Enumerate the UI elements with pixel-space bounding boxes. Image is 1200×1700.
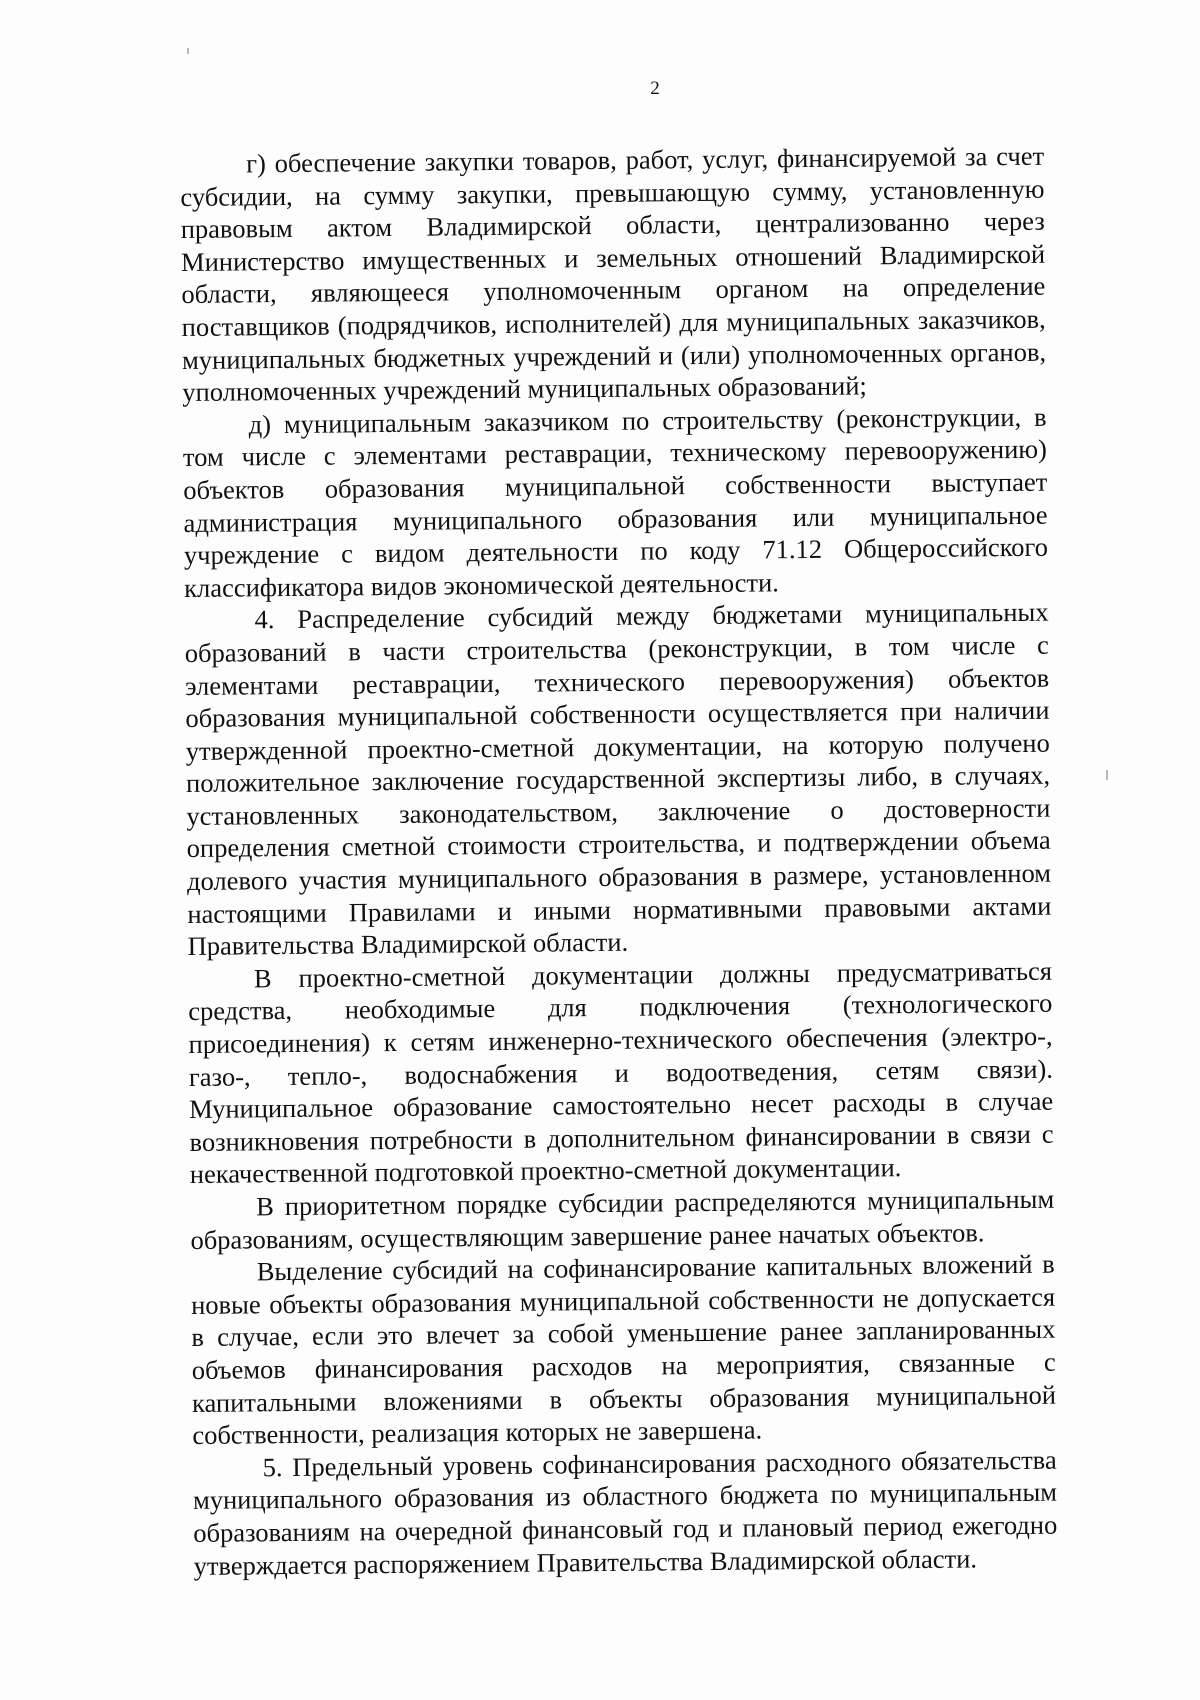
scan-speck-top — [187, 48, 189, 54]
paragraph-priority: В приоритетном порядке субсидии распределяются муниципальным образованиям, осуществляющим завершение ранее начатых объектов. — [190, 1183, 1055, 1255]
paragraph-4: 4. Распределение субсидий между бюджетами муниципальных образований в части строительства (реконструкции, в том числе с элементами реставрации, технического перевооружения) объектов образования муниципальной собственности осуществляется при наличии утвержденной проектно-сметной документации, на которую получено положительное заключение государственной экспертизы либо, в случаях, установленных законодательством, заключение о достоверности определения сметной стоимости строительства, и подтверждении объема долевого участия муниципального образования в размере, установленном настоящими Правилами и иными нормативными правовыми актами Правительства Владимирской области. — [184, 596, 1052, 962]
paragraph-g: г) обеспечение закупки товаров, работ, услуг, финансируемой за счет субсидии, на сумму закупки, превышающую сумму, установленную правовым актом Владимирской области, централизованно через Министерство имущественных и земельных отношений Владимирской области, являющееся уполномоченным органом на определение поставщиков (подрядчиков, исполнителей) для муниципальных заказчиков, муниципальных бюджетных учреждений и (или) уполномоченных органов, уполномоченных учреждений муниципальных образований; — [180, 140, 1047, 408]
paragraph-d: д) муниципальным заказчиком по строительству (реконструкции, в том числе с элементами реставрации, техническому перевооружению) объектов образования муниципальной собственности выступает администрация муниципального образования или муниципальное учреждение с видом деятельности по коду 71.12 Общероссийского классификатора видов экономической деятельности. — [182, 401, 1049, 603]
scan-speck-right — [1106, 770, 1108, 780]
paragraph-design-docs: В проектно-сметной документации должны предусматриваться средства, необходимые для подключения (технологического присоединения) к сетям инженерно-технического обеспечения (электро-, газо-, тепло-, водоснабжения и водоотведения, сетям связи). Муниципальное образование самостоятельно несет расходы в случае возникновения потребности в дополнительном финансировании в связи с некачественной подготовкой проектно-сметной документации. — [188, 955, 1054, 1190]
document-body — [180, 140, 1058, 1582]
paragraph-new-objects: Выделение субсидий на софинансирование капитальных вложений в новые объекты образования муниципальной собственности не допускается в случае, если это влечет за собой уменьшение ранее запланированных объемов финансирования расходов на мероприятия, связанные с капитальными вложениями в объекты образования муниципальной собственности, реализация которых не завершена. — [190, 1248, 1057, 1451]
page-number: 2 — [650, 78, 660, 99]
paragraph-5: 5. Предельный уровень софинансирования расходного обязательства муниципального образования из областного бюджета по муниципальным образованиям на очередной финансовый год и плановый период ежегодно утверждается распоряжением Правительства Владимирской области. — [192, 1444, 1058, 1581]
